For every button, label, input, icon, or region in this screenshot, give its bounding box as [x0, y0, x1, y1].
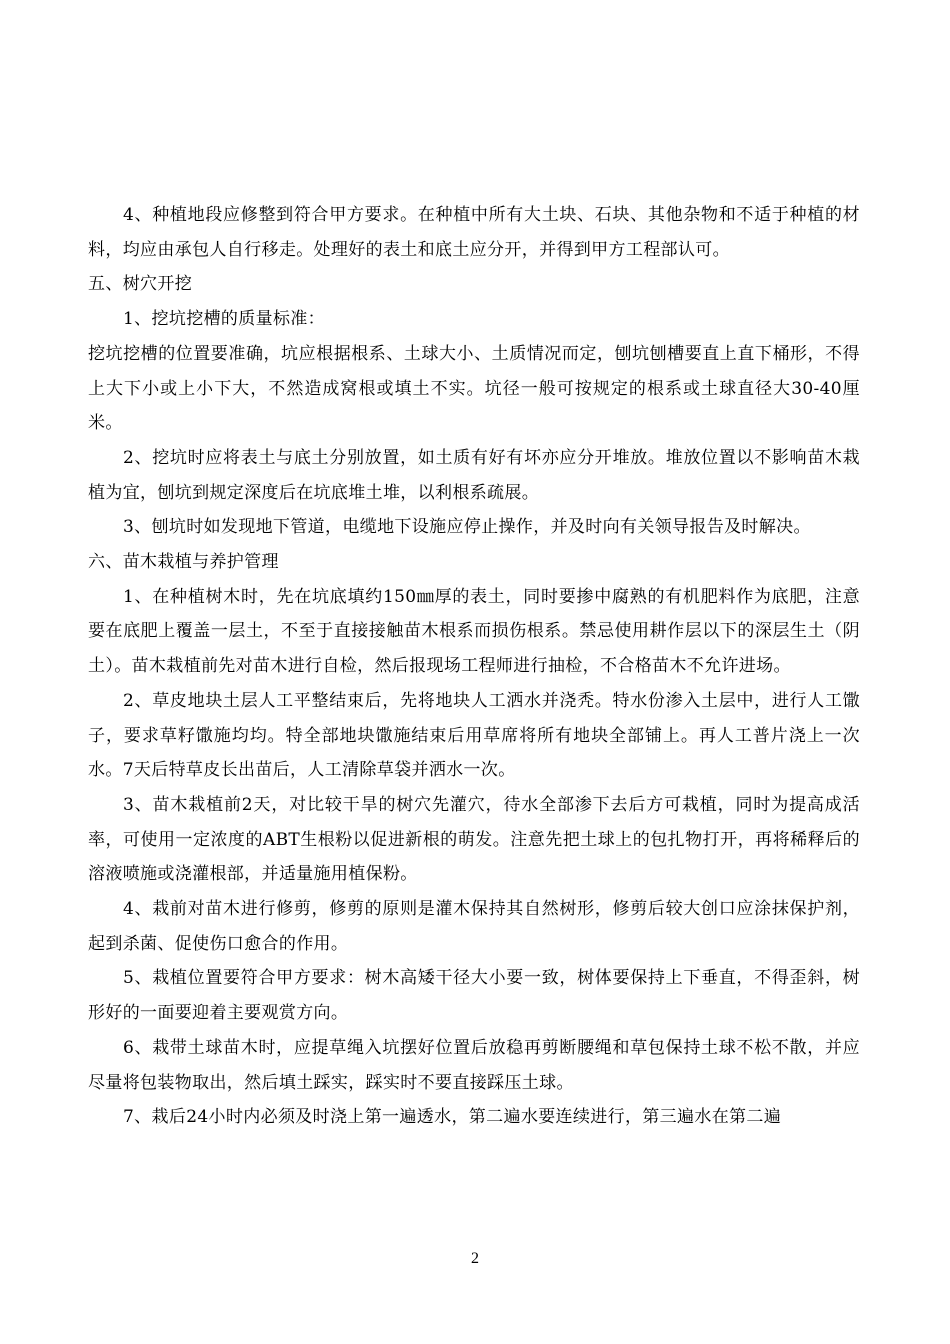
paragraph-underground-pipes: 3、刨坑时如发现地下管道，电缆地下设施应停止操作，并及时向有关领导报告及时解决。 [123, 517, 811, 538]
paragraph-base-fertilizer: 1、在种植树木时，先在坑底填约150㎜厚的表土，同时要掺中腐熟的有机肥料作为底肥，注意要在底肥上覆盖一层土，不至于直接接触苗木根系而损伤根系。禁忌使用耕作层以下的深层生土（阴土）。苗木栽植前先对苗木进行自检，然后报现场工程师进行抽检，不合格苗木不允许进场。 [88, 586, 860, 677]
paragraph-root-ball-planting: 6、栽带土球苗木时，应提草绳入坑摆好位置后放稳再剪断腰绳和草包保持土球不松不散，并应尽量将包装物取出，然后填土踩实，踩实时不要直接踩压土球。 [88, 1037, 860, 1093]
paragraph-topsoil-separation: 2、挖坑时应将表土与底土分别放置，如土质有好有坏亦应分开堆放。堆放位置以不影响苗木栽植为宜，刨坑到规定深度后在坑底堆土堆，以利根系疏展。 [88, 447, 860, 503]
paragraph-planting-position: 5、栽植位置要符合甲方要求：树木高矮干径大小要一致，树体要保持上下垂直，不得歪斜，树形好的一面要迎着主要观赏方向。 [88, 968, 860, 1024]
paragraph-site-preparation: 4、种植地段应修整到符合甲方要求。在种植中所有大土块、石块、其他杂物和不适于种植的材料，均应由承包人自行移走。处理好的表土和底土应分开，并得到甲方工程部认可。 [88, 205, 860, 260]
paragraph-pit-quality-standard: 1、挖坑挖槽的质量标准： [123, 309, 326, 330]
paragraph-pre-irrigation: 3、苗木栽植前2天，对比较干旱的树穴先灌穴，待水全部渗下去后方可栽植，同时为提高成活率，可使用一定浓度的ABT生根粉以促进新根的萌发。注意先把土球上的包扎物打开，再将稀释后的溶液喷施或浇灌根部，并适量施用植保粉。 [88, 794, 860, 885]
paragraph-turf-seeding: 2、草皮地块土层人工平整结束后，先将地块人工洒水并浇秃。特水份渗入土层中，进行人工馓子，要求草籽馓施均均。特全部地块馓施结束后用草席将所有地块全部铺上。再人工普片浇上一次水。7天后特草皮长出苗后，人工清除草袋并洒水一次。 [88, 690, 860, 781]
page-number: 2 [471, 1250, 479, 1267]
paragraph-pruning: 4、栽前对苗木进行修剪，修剪的原则是灌木保持其自然树形，修剪后较大创口应涂抹保护剂，起到杀菌、促使伤口愈合的作用。 [88, 899, 860, 954]
paragraph-pit-position: 挖坑挖槽的位置要准确，坑应根据根系、土球大小、土质情况而定，刨坑刨槽要直上直下桶形，不得上大下小或上小下大，不然造成窝根或填土不实。坑径一般可按规定的根系或土球直径大30-40厘米。 [88, 343, 860, 434]
document-body [88, 198, 860, 1135]
section-heading-planting-maintenance: 六、苗木栽植与养护管理 [88, 552, 279, 573]
section-heading-tree-pit-excavation: 五、树穴开挖 [88, 274, 193, 295]
paragraph-watering: 7、栽后24小时内必须及时浇上第一遍透水，第二遍水要连续进行，第三遍水在第二遍 [123, 1107, 782, 1128]
